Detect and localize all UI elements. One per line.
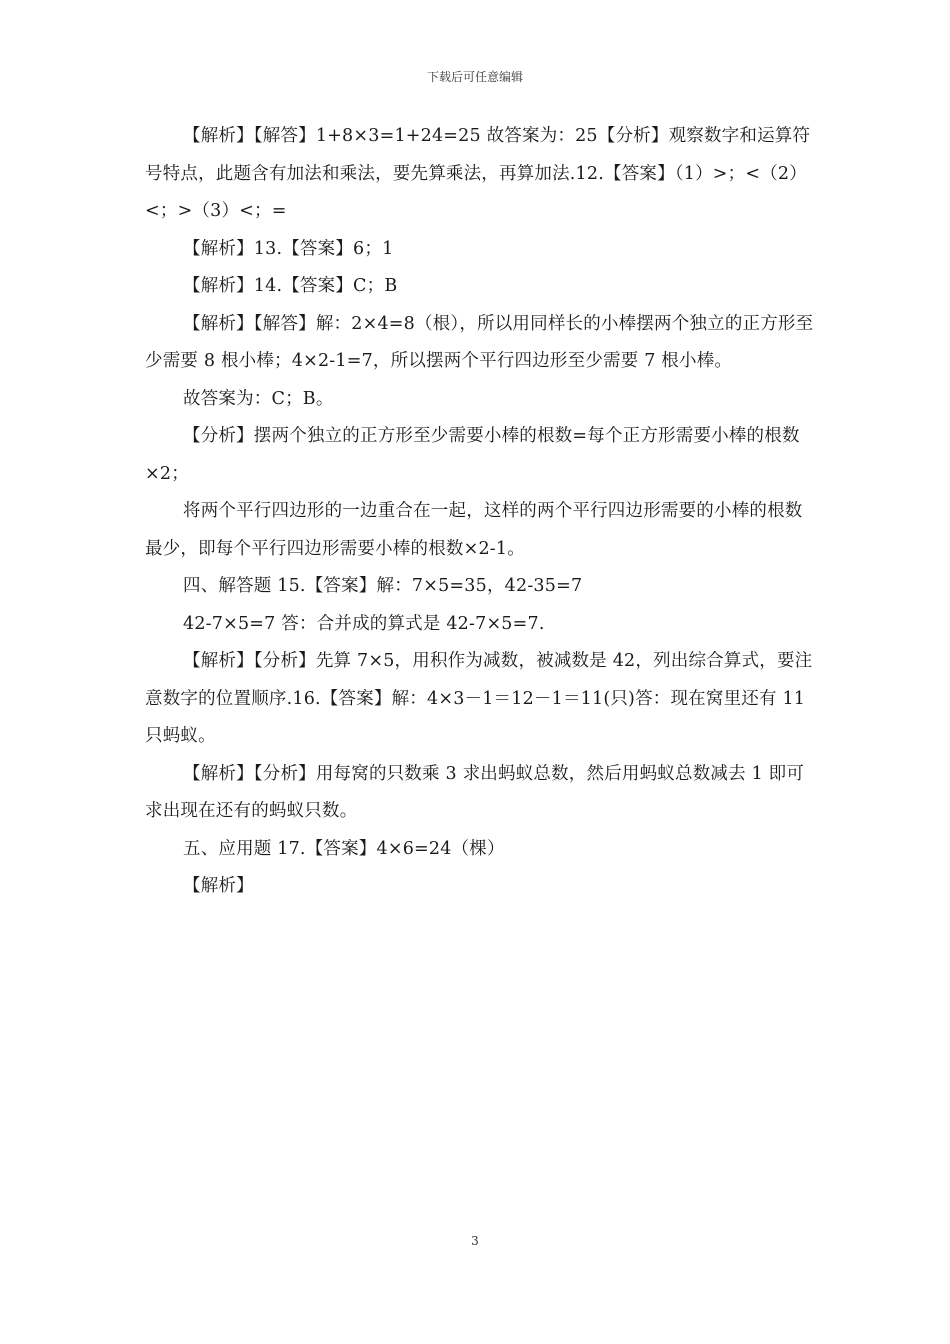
page-number: 3: [471, 1234, 479, 1248]
paragraph-1: 【解析】【解答】1+8×3=1+24=25 故答案为：25【分析】观察数字和运算符号特点，此题含有加法和乘法，要先算乘法，再算加法.12.【答案】（1）>；<（2）<；>（3）<；=: [145, 126, 811, 221]
paragraph-5: 故答案为：C；B。: [183, 388, 334, 409]
page-header: 下载后可任意编辑: [426, 70, 523, 84]
document-body: [145, 118, 815, 906]
paragraph-2: 【解析】13.【答案】6；1: [183, 238, 394, 259]
paragraph-4: 【解析】【解答】解：2×4=8（根），所以用同样长的小棒摆两个独立的正方形至少需要 8 根小棒；4×2-1=7，所以摆两个平行四边形至少需要 7 根小棒。: [145, 313, 814, 371]
paragraph-8: 四、解答题 15.【答案】解：7×5=35，42-35=7: [183, 576, 583, 596]
paragraph-7: 将两个平行四边形的一边重合在一起，这样的两个平行四边形需要的小棒的根数最少，即每个平行四边形需要小棒的根数×2-1。: [145, 501, 803, 559]
paragraph-9: 42-7×5=7 答：合并成的算式是 42-7×5=7.: [183, 613, 545, 634]
paragraph-13: 【解析】: [183, 876, 254, 896]
paragraph-11: 【解析】【分析】用每窝的只数乘 3 求出蚂蚁总数，然后用蚂蚁总数减去 1 即可求出现在还有的蚂蚁只数。: [145, 763, 805, 821]
paragraph-6: 【分析】摆两个独立的正方形至少需要小棒的根数=每个正方形需要小棒的根数×2；: [145, 426, 800, 484]
paragraph-10: 【解析】【分析】先算 7×5，用积作为减数，被减数是 42，列出综合算式，要注意数字的位置顺序.16.【答案】解：4×3－1＝12－1＝11(只)答：现在窝里还有 11 只蚂蚁。: [145, 651, 813, 746]
paragraph-3: 【解析】14.【答案】C；B: [183, 276, 398, 296]
paragraph-12: 五、应用题 17.【答案】4×6=24（棵）: [183, 838, 505, 859]
